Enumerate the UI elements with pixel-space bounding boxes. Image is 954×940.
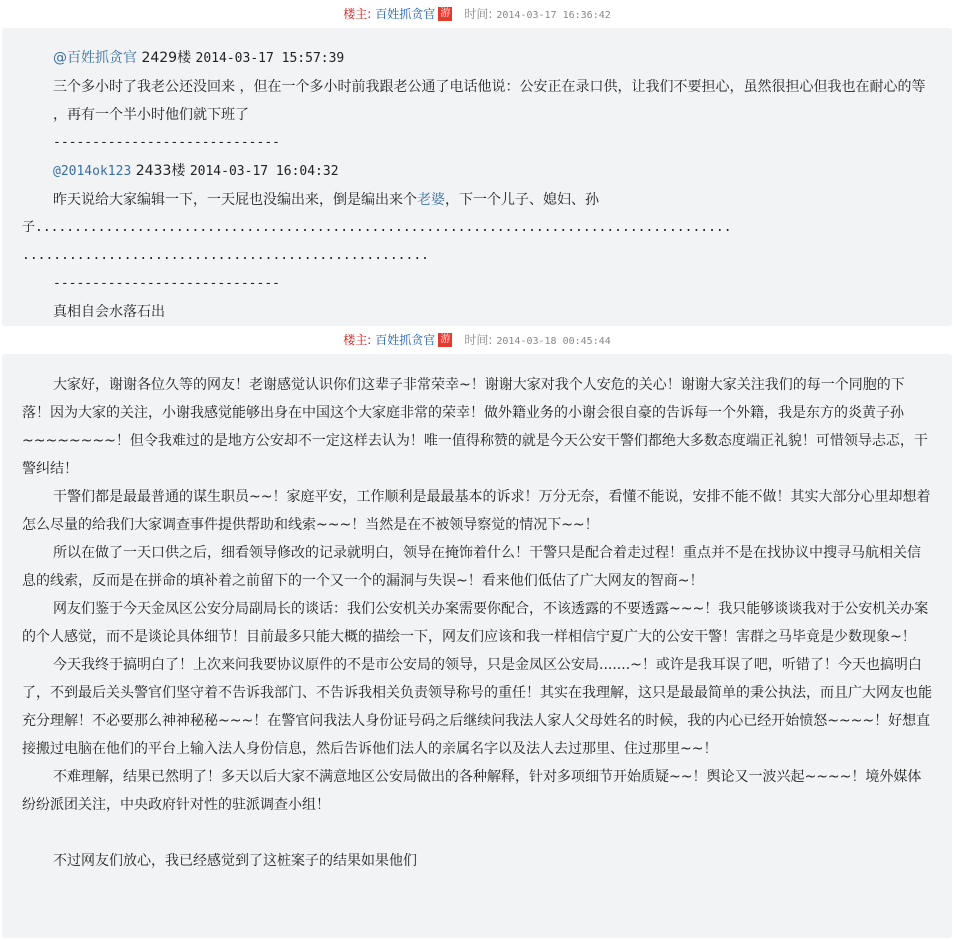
post-2-body bbox=[2, 354, 952, 938]
reply-text: 真相自会水落石出 bbox=[53, 304, 165, 320]
author-label: 楼主: bbox=[343, 333, 372, 347]
post-1-header bbox=[0, 0, 954, 28]
quote-2-text-line-3: .................................................... bbox=[22, 248, 429, 263]
quote-1-floor: 2429楼 bbox=[141, 50, 192, 66]
paragraph: 所以在做了一天口供之后，细看领导修改的记录就明白，领导在掩饰着什么！干警只是配合着走过程！重点并不是在找协议中搜寻马航相关信息的线索，反而是在拼命的填补着之前留下的一个又一个的漏洞与失误~！看来他们低估了广大网友的智商~！ bbox=[22, 545, 921, 589]
paragraph: 干警们都是最最普通的谋生职员~~！家庭平安，工作顺利是最最基本的诉求！万分无奈，看懂不能说，安排不能不做！其实大部分心里却想着怎么尽量的给我们大家调查事件提供帮助和线索~~~！当然是在不被领导察觉的情况下~~！ bbox=[22, 489, 931, 533]
separator-1: ----------------------------- bbox=[53, 135, 280, 150]
blank-line bbox=[22, 819, 932, 847]
quote-2-meta bbox=[22, 157, 932, 186]
paragraph: 今天我终于搞明白了！上次来问我要协议原件的不是市公安局的领导，只是金凤区公安局.......~！或许是我耳误了吧，听错了！今天也搞明白了，不到最后关头警官们坚守着不告诉我部门、不告诉我相关负责领导称号的重任！其实在我理解，这只是最最简单的秉公执法，而且广大网友也能充分理解！不必要那么神神秘秘~~~！在警官问我法人身份证号码之后继续问我法人家人父母姓名的时候，我的内心已经开始愤怒~~~~！好想直接搬过电脑在他们的平台上输入法人身份信息，然后告诉他们法人的亲属名字以及法人去过那里、住过那里~~！ bbox=[22, 657, 932, 757]
time-label: 时间: bbox=[464, 333, 493, 347]
quote-1-meta bbox=[22, 44, 932, 73]
post-1 bbox=[0, 0, 954, 326]
quote-2-username-link[interactable]: @2014ok123 bbox=[53, 164, 132, 179]
quote-1-text: 三个多小时了我老公还没回来 ，但在一个多小时前我跟老公通了电话他说：公安正在录口供，让我们不要担心，虽然很担心但我也在耐心的等 ，再有一个半小时他们就下班了 bbox=[53, 79, 926, 123]
author-name-link[interactable]: 百姓抓贪官 bbox=[375, 7, 436, 21]
quote-2-datetime: 2014-03-17 16:04:32 bbox=[189, 164, 339, 179]
traveler-badge-icon: 游 bbox=[440, 333, 451, 345]
quote-1-username-link[interactable]: @百姓抓贪官 bbox=[53, 50, 137, 66]
author-name-link[interactable]: 百姓抓贪官 bbox=[375, 333, 436, 347]
separator-2: ----------------------------- bbox=[53, 276, 280, 291]
laopo-link[interactable]: 老婆 bbox=[417, 192, 445, 208]
post-1-body bbox=[2, 28, 952, 326]
paragraph: 网友们鉴于今天金凤区公安分局副局长的谈话：我们公安机关办案需要你配合，不该透露的不要透露~~~！我只能够谈谈我对于公安机关办案的个人感觉，而不是谈论具体细节！目前最多只能大概的描绘一下，网友们应该和我一样相信宁夏广大的公安干警！害群之马毕竟是少数现象~！ bbox=[22, 601, 929, 645]
author-label: 楼主: bbox=[343, 7, 372, 21]
time-label: 时间: bbox=[464, 7, 493, 21]
quote-2-floor: 2433楼 bbox=[135, 163, 186, 179]
paragraph: 不难理解，结果已然明了！多天以后大家不满意地区公安局做出的各种解释，针对多项细节开始质疑~~！舆论又一波兴起~~~~！境外媒体纷纷派团关注，中央政府针对性的驻派调查小组！ bbox=[22, 769, 922, 813]
quote-2-text-line-2: 子......................................................................................... bbox=[22, 220, 732, 235]
paragraph: 不过网友们放心，我已经感觉到了这桩案子的结果如果他们 bbox=[53, 853, 417, 869]
quote-2-text-line-1: 昨天说给大家编辑一下，一天屁也没编出来，倒是编出来个老婆，下一个儿子、媳妇、孙 bbox=[53, 192, 599, 208]
paragraph: 大家好，谢谢各位久等的网友！老谢感觉认识你们这辈子非常荣幸~！谢谢大家对我个人安危的关心！谢谢大家关注我们的每一个同胞的下落！因为大家的关注，小谢我感觉能够出身在中国这个大家庭非常的荣幸！做外籍业务的小谢会很自豪的告诉每一个外籍，我是东方的炎黄子孙~~~~~~~~！但令我难过的是地方公安却不一定这样去认为！唯一值得称赞的就是今天公安干警们都绝大多数态度端正礼貌！可惜领导忐忑，干警纠结！ bbox=[22, 377, 928, 477]
quote-1-datetime: 2014-03-17 15:57:39 bbox=[195, 51, 345, 66]
post-time: 2014-03-18 00:45:44 bbox=[496, 336, 611, 347]
traveler-badge-icon: 游 bbox=[440, 7, 451, 19]
post-2 bbox=[0, 326, 954, 938]
post-time: 2014-03-17 16:36:42 bbox=[496, 10, 611, 21]
post-2-header bbox=[0, 326, 954, 354]
